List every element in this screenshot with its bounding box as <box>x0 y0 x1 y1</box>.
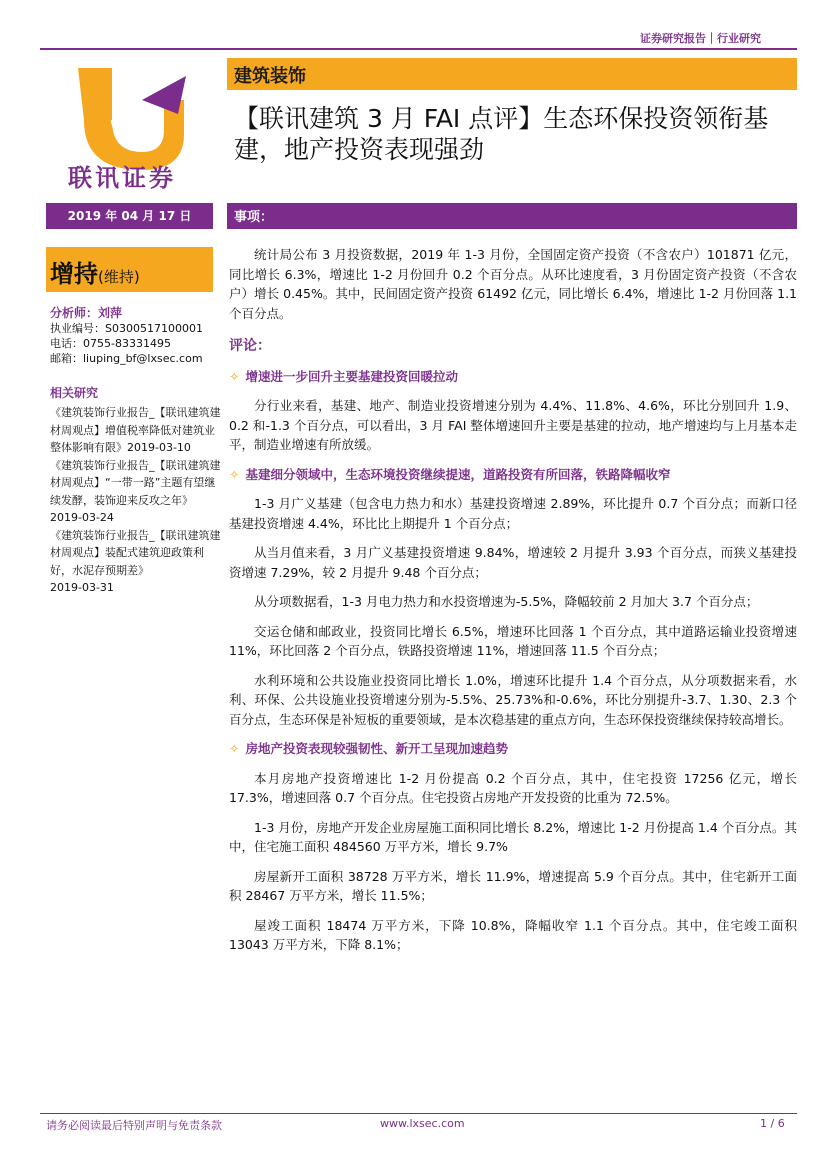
paragraph: 屋竣工面积 18474 万平方米，下降 10.8%，降幅收窄 1.1 个百分点。其中，住宅竣工面积 13043 万平方米，下降 8.1%； <box>229 917 797 952</box>
related-research-list <box>50 404 222 597</box>
diamond-icon: ✧ <box>229 368 240 384</box>
rating <box>50 254 140 289</box>
related-research-title: 相关研究 <box>50 386 99 400</box>
paragraph: 1-3 月广义基建（包含电力热力和水）基建投资增速 2.89%，环比提升 0.7 个百分点；而新口径基建投资增速 4.4%，环比比上期提升 1 个百分点； <box>229 496 797 531</box>
paragraph: 从分项数据看，1-3 月电力热力和水投资增速为-5.5%，降幅较前 2 月加大 3.7 个百分点； <box>254 594 759 609</box>
analyst-license: 执业编号：S0300517100001 <box>50 322 203 335</box>
related-item[interactable]: 《建筑装饰行业报告_【联讯建筑建材周观点】增值税率降低对建筑业整体影响有限》2019-03-10 <box>50 406 221 454</box>
sector-label: 建筑装饰 <box>234 66 306 87</box>
comment-label: 评论： <box>229 338 271 354</box>
event-band <box>227 203 797 229</box>
analyst-info <box>50 306 220 366</box>
related-item[interactable]: 《建筑装饰行业报告_【联讯建筑建材周观点】“一带一路”主题有望继续发酵，装饰迎来反攻之年》 <box>50 458 221 507</box>
section-heading: ✧ 基建细分领域中，生态环境投资继续提速，道路投资有所回落，铁路降幅收窄 <box>229 466 671 482</box>
analyst-name: 分析师：刘萍 <box>50 306 123 320</box>
paragraph: 分行业来看，基建、地产、制造业投资增速分别为 4.4%、11.8%、4.6%，环比分别回升 1.9、0.2 和-1.3 个百分点，可以看出，3 月 FAI 整体增速回升主要是基建的拉动，地产增速均与上月基本走平，制造业增速有所放缓。 <box>229 398 797 452</box>
paragraph: 房屋新开工面积 38728 万平方米，增长 11.9%，增速提高 5.9 个百分点。其中，住宅新开工面积 28467 万平方米，增长 11.5%； <box>229 868 797 903</box>
report-title: 【联讯建筑 3 月 FAI 点评】生态环保投资领衔基建，地产投资表现强劲 <box>234 104 769 164</box>
analyst-phone: 电话：0755-83331495 <box>50 337 171 350</box>
section-heading: ✧ 增速进一步回升主要基建投资回暖拉动 <box>229 368 458 384</box>
rating-note: (维持) <box>98 268 140 286</box>
report-body <box>229 245 797 965</box>
paragraph: 交运仓储和邮政业，投资同比增长 6.5%，增速环比回落 1 个百分点，其中道路运输业投资增速 11%，环比回落 2 个百分点，铁路投资增速 11%，增速回落 11.5 个百分点； <box>229 623 797 658</box>
header-divider <box>40 48 797 50</box>
related-item-date: 2019-03-24 <box>50 511 114 524</box>
page-number: 1 / 6 <box>760 1117 785 1130</box>
paragraph: 从当月值来看，3 月广义基建投资增速 9.84%，增速较 2 月提升 3.93 个百分点，而狭义基建投资增速 7.29%，较 2 月提升 9.48 个百分点； <box>229 545 797 580</box>
footer-divider <box>40 1113 797 1114</box>
footer-disclaimer[interactable]: 请务必阅读最后特别声明与免责条款 <box>46 1119 222 1132</box>
event-label: 事项： <box>234 210 274 225</box>
sector-band <box>227 58 797 90</box>
brand-name: 联讯证券 <box>68 164 176 192</box>
paragraph: 本月房地产投资增速比 1-2 月份提高 0.2 个百分点，其中，住宅投资 17256 亿元，增长 17.3%，增速回落 0.7 个百分点。住宅投资占房地产开发投资的比重为 72.5%。 <box>229 770 797 805</box>
report-type: 证券研究报告｜行业研究 <box>640 32 761 45</box>
report-date: 2019 年 04 月 17 日 <box>46 203 213 229</box>
related-item[interactable]: 《建筑装饰行业报告_【联讯建筑建材周观点】装配式建筑迎政策利好，水泥存预期差》 <box>50 528 221 577</box>
paragraph: 水利环境和公共设施业投资同比增长 1.0%，增速环比提升 1.4 个百分点，从分项数据来看，水利、环保、公共设施业投资增速分别为-5.5%、25.73%和-0.6%，环比分别提升-3.7、1.30、2.3 个百分点，生态环保是补短板的重要领域，是本次稳基建的重点方向，生态环保投资继续保持较高增长。 <box>229 672 797 727</box>
diamond-icon: ✧ <box>229 466 240 482</box>
section-heading: ✧ 房地产投资表现较强韧性、新开工呈现加速趋势 <box>229 741 508 756</box>
rating-value: 增持 <box>50 260 98 288</box>
footer-website[interactable]: www.lxsec.com <box>380 1117 465 1130</box>
analyst-email: 邮箱：liuping_bf@lxsec.com <box>50 352 203 365</box>
paragraph: 1-3 月份，房地产开发企业房屋施工面积同比增长 8.2%，增速比 1-2 月份提高 1.4 个百分点。其中，住宅施工面积 484560 万平方米，增长 9.7% <box>229 819 797 854</box>
brand-logo <box>60 60 210 190</box>
event-paragraph: 统计局公布 3 月投资数据，2019 年 1-3 月份，全国固定资产投资（不含农户）101871 亿元，同比增长 6.3%，增速比 1-2 月份回升 0.2 个百分点。从环比速度看，3 月份固定资产投资（不含农户）增长 0.45%。其中，民间固定资产投资 61492 亿元，同比增长 6.4%，增速比 1-2 月份回落 1.1 个百分点。 <box>229 247 797 321</box>
related-item-date: 2019-03-31 <box>50 581 114 594</box>
diamond-icon: ✧ <box>229 741 240 756</box>
